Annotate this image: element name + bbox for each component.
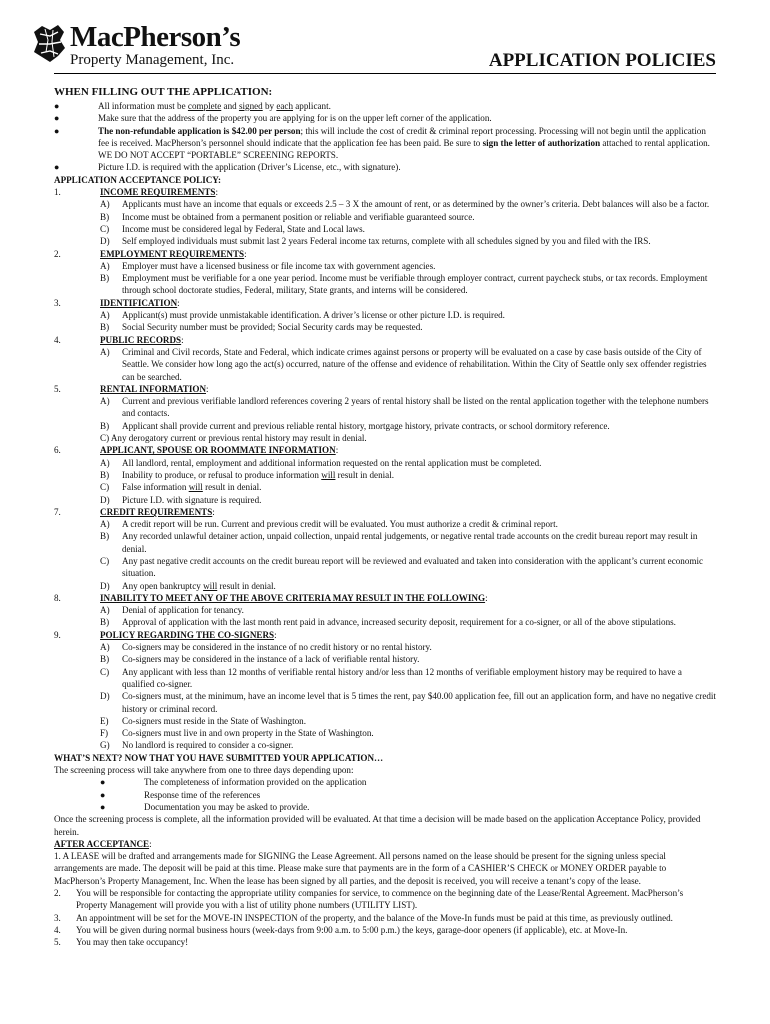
policy-item: B) Inability to produce, or refusal to produce information will result in denial. [100,469,394,480]
policy-item: D) Any open bankruptcy will result in denial. [100,580,276,591]
logo-company-subtitle: Property Management, Inc. [70,52,235,68]
policy-document [54,84,716,948]
after-heading: AFTER ACCEPTANCE: [54,838,152,849]
next-bullet: ● Documentation you may be asked to provide. [100,801,310,812]
after-item: 2. You will be responsible for contacting the appropriate utility companies for service, to commence on the beginning date of the Lease/Rental Agreement. MacPherson’s Property Management will provide you with a list of utility phone numbers (UTILITY LIST). [54,888,684,911]
logo-company-name: MacPherson’s [70,21,241,53]
next-bullet: ● The completeness of information provided on the application [100,777,367,788]
policy-section-title: 1. INCOME REQUIREMENTS: [54,187,218,198]
policy-item: D) Self employed individuals must submit last 2 years Federal income tax returns, complete with all schedules signed by you and filed with the IRS. [100,236,651,247]
policy-item: B) Employment must be verifiable for a one year period. Income must be verifiable through employer contract, current paycheck stubs, or tax records. Employment through school doctorate studies, Federal, military, State grants, and interns will be considered. [100,273,708,296]
next-heading: WHAT’S NEXT? NOW THAT YOU HAVE SUBMITTED YOUR APPLICATION… [54,752,384,763]
thistle-logo-icon [30,24,68,64]
after-item: 5. You may then take occupancy! [54,937,189,948]
policy-item: B) Approval of application with the last month rent paid in advance, increased security deposit, requirement for a co-signer, or all of the above stipulations. [100,617,676,628]
title-rule [54,73,716,74]
company-logo [30,22,260,70]
policy-item: A) Criminal and Civil records, State and Federal, which indicate crimes against persons or property will be evaluated on a case by case basis outside of the City of Seattle. We consider how long ago the act(s) occurred, nature of the offense and evidence of rehabilitation. Within the City of Seattle only sex offender registries can be searched. [100,346,707,382]
filling-bullet: ● All information must be complete and signed by each applicant. [54,101,331,111]
filling-bullet: ● Picture I.D. is required with the application (Driver’s License, etc., with signature). [54,162,401,173]
policy-item: A) Applicant(s) must provide unmistakable identification. A driver’s license or other picture I.D. is required. [100,310,505,321]
policy-item: E) Co-signers must reside in the State of Washington. [100,715,306,726]
policy-item: C) Income must be considered legal by Federal, State and Local laws. [100,223,365,234]
after-item: 3. An appointment will be set for the MOVE-IN INSPECTION of the property, and the balance of the Move-In funds must be paid at this time, as previously outlined. [54,912,673,923]
policy-item: C) Any past negative credit accounts on the credit bureau report will be reviewed and evaluated and taken into consideration with the applicant’s current economic situation. [100,555,704,579]
policy-item: F) Co-signers must live in and own property in the State of Washington. [100,728,374,739]
policy-item: B) Applicant shall provide current and previous reliable rental history, mortgage history, private contracts, or school dormitory reference. [100,420,610,431]
policy-item: A) Employer must have a licensed business or file income tax with government agencies. [100,260,436,271]
policy-item: D) Co-signers must, at the minimum, have an income level that is 5 times the rent, pay $40.00 application fee, fill out an application form, and have no negative credit history or criminal record. [100,691,716,714]
policy-section-title: 5. RENTAL INFORMATION: [54,383,209,394]
after-item: 1. A LEASE will be drafted and arrangements made for SIGNING the Lease Agreement. All persons named on the lease should be present for the signing unless special arrangements are made. The deposit will be paid at this time. Please make sure that payments are in the form of a CASHIER’S CHECK or MONEY ORDER payable to MacPherson’s Property Management, Inc. When the lease has been signed by all parties, and the deposit is received, you will receive a tenant’s copy of the lease. [54,851,667,886]
policy-item: C) Any applicant with less than 12 months of verifiable rental history and/or less than 12 months of verifiable employment history may be required to have a qualified co-signer. [100,666,682,689]
filling-heading: WHEN FILLING OUT THE APPLICATION: [54,86,273,98]
policy-item: B) Any recorded unlawful detainer action, unpaid collection, unpaid rental judgements, or negative rental trade accounts on the credit bureau report may result in denial. [100,531,698,554]
policy-item: D) Picture I.D. with signature is required. [100,494,262,505]
policy-item: A) Co-signers may be considered in the instance of no credit history or no rental history. [100,642,432,653]
policy-section-title: 6. APPLICANT, SPOUSE OR ROOMMATE INFORMATION: [54,445,339,456]
filling-bullet: ● Make sure that the address of the property you are applying for is on the upper left corner of the application. [54,113,492,124]
policy-section-title: 3. IDENTIFICATION: [54,297,180,308]
after-item: 4. You will be given during normal business hours (week-days from 9:00 a.m. to 5:00 p.m.) the keys, garage-door openers (if applicable), etc. at Move-In. [54,924,628,935]
policy-section-title: 4. PUBLIC RECORDS: [54,334,184,345]
next-outro: Once the screening process is complete, all the information provided will be evaluated. At that time a decision will be made based on the application Acceptance Policy, provided herein. [54,814,701,837]
policy-item: C) False information will result in denial. [100,482,262,493]
policy-section-title: 2. EMPLOYMENT REQUIREMENTS: [54,248,247,259]
policy-item: B) Social Security number must be provided; Social Security cards may be requested. [100,322,423,333]
policy-section-title: 9. POLICY REGARDING THE CO-SIGNERS: [54,629,277,640]
policy-item: G) No landlord is required to consider a co-signer. [100,740,294,751]
policy-item: B) Co-signers may be considered in the instance of a lack of verifiable rental history. [100,654,420,665]
policy-section-title: 8. INABILITY TO MEET ANY OF THE ABOVE CRITERIA MAY RESULT IN THE FOLLOWING: [54,592,488,603]
next-intro: The screening process will take anywhere from one to three days depending upon: [54,765,354,776]
policy-item: A) All landlord, rental, employment and additional information requested on the rental application must be completed. [100,457,542,468]
policy-item: A) Current and previous verifiable landlord references covering 2 years of rental history shall be listed on the rental application together with the telephone numbers and contacts. [100,396,709,419]
page-title: APPLICATION POLICIES [488,50,716,71]
policy-item: C) Any derogatory current or previous rental history may result in denial. [100,433,367,444]
policy-item: A) A credit report will be run. Current and previous credit will be evaluated. You must authorize a credit & criminal report. [100,519,558,530]
next-bullet: ● Response time of the references [100,789,261,800]
filling-bullet: ● The non-refundable application is $42.00 per person; this will include the cost of credit & criminal report processing. Processing will not begin until the application fee is received. MacPherson’s personnel should indicate that the application fee has been paid. Be sure to sign the letter of authorization attached to rental application. WE DO NOT ACCEPT “PORTABLE” SCREENING REPORTS. [54,125,710,161]
policy-item: A) Denial of application for tenancy. [100,605,244,616]
policy-item: B) Income must be obtained from a permanent position or reliable and verifiable guaranteed source. [100,211,475,222]
policy-section-title: 7. CREDIT REQUIREMENTS: [54,506,215,517]
policy-heading: APPLICATION ACCEPTANCE POLICY: [54,174,222,185]
policy-item: A) Applicants must have an income that equals or exceeds 2.5 – 3 X the amount of rent, or as determined by the owner’s criteria. Debt balances will also be a factor. [100,199,710,210]
